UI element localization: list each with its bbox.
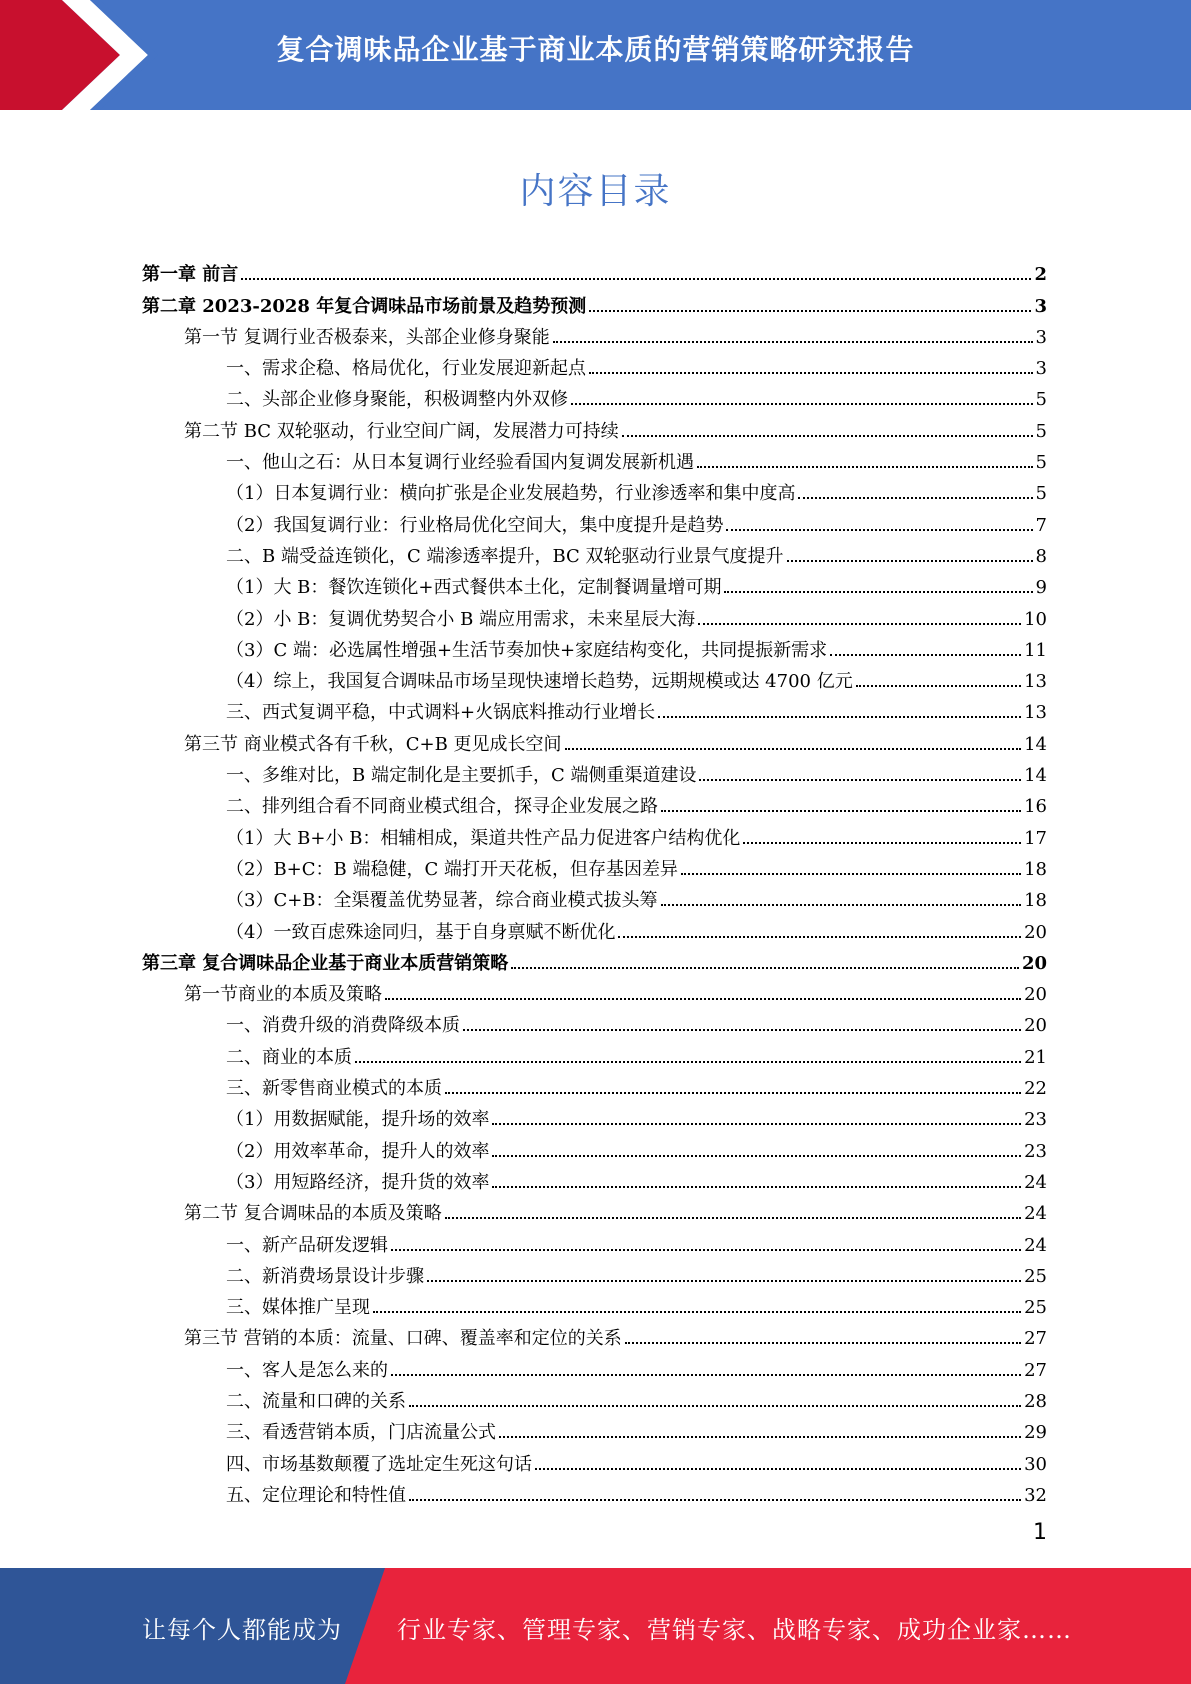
toc-entry-page: 22	[1024, 1078, 1047, 1100]
toc-entry-title: 第二节 BC 双轮驱动，行业空间广阔，发展潜力可持续	[184, 420, 619, 442]
toc-entry[interactable]	[142, 756, 1047, 787]
toc-entry[interactable]	[142, 1382, 1047, 1413]
toc-entry-title: 一、他山之石：从日本复调行业经验看国内复调发展新机遇	[226, 452, 694, 474]
toc-entry-page: 3	[1035, 358, 1047, 380]
toc-entry-page: 24	[1024, 1171, 1047, 1193]
toc-entry[interactable]	[142, 1069, 1047, 1100]
toc-entry-page: 25	[1024, 1265, 1047, 1287]
toc-entry-page: 20	[1024, 984, 1047, 1006]
toc-dot-leader	[427, 1279, 1021, 1282]
toc-entry-page: 2	[1034, 264, 1047, 286]
toc-entry[interactable]	[142, 1444, 1047, 1475]
toc-dot-leader	[681, 872, 1021, 875]
toc-dot-leader	[830, 653, 1021, 656]
toc-entry-title: 第二节 复合调味品的本质及策略	[184, 1203, 442, 1225]
toc-dot-leader	[373, 1310, 1021, 1313]
toc-entry-title: 二、B 端受益连锁化，C 端渗透率提升，BC 双轮驱动行业景气度提升	[226, 545, 784, 567]
toc-entry-title: 第三章 复合调味品企业基于商业本质营销策略	[142, 952, 509, 974]
toc-entry-page: 29	[1024, 1422, 1047, 1444]
toc-entry[interactable]	[142, 944, 1047, 975]
toc-entry[interactable]	[142, 349, 1047, 380]
toc-dot-leader	[571, 402, 1033, 405]
toc-entry-page: 18	[1024, 890, 1047, 912]
toc-entry-page: 27	[1024, 1359, 1047, 1381]
toc-entry-page: 16	[1024, 796, 1047, 818]
toc-dot-leader	[535, 1467, 1021, 1470]
toc-entry-title: 第一节 复调行业否极泰来，头部企业修身聚能	[184, 326, 550, 348]
toc-dot-leader	[697, 465, 1033, 468]
toc-entry[interactable]	[142, 255, 1047, 286]
toc-entry[interactable]	[142, 1350, 1047, 1381]
toc-entry-title: 一、多维对比，B 端定制化是主要抓手，C 端侧重渠道建设	[226, 765, 697, 787]
footer-slogan-right: 行业专家、管理专家、营销专家、战略专家、成功企业家……	[397, 1616, 1072, 1644]
toc-entry-title: 三、西式复调平稳，中式调料+火锅底料推动行业增长	[226, 702, 656, 724]
toc-dot-leader	[787, 559, 1033, 562]
toc-entry-page: 5	[1035, 389, 1047, 411]
toc-entry-title: 二、头部企业修身聚能，积极调整内外双修	[226, 389, 568, 411]
toc-entry[interactable]	[142, 318, 1047, 349]
toc-entry-title: （3）用短路经济，提升货的效率	[226, 1171, 490, 1193]
toc-dot-leader	[589, 309, 1031, 312]
toc-dot-leader	[622, 434, 1033, 437]
page-header	[0, 0, 1191, 110]
toc-entry-title: 第三节 营销的本质：流量、口碑、覆盖率和定位的关系	[184, 1328, 622, 1350]
toc-entry[interactable]	[142, 912, 1047, 943]
toc-entry-page: 10	[1024, 608, 1047, 630]
toc-entry[interactable]	[142, 380, 1047, 411]
toc-dot-leader	[726, 528, 1032, 531]
toc-entry[interactable]	[142, 1319, 1047, 1350]
toc-dot-leader	[492, 1185, 1021, 1188]
toc-entry[interactable]	[142, 537, 1047, 568]
toc-entry[interactable]	[142, 411, 1047, 442]
toc-dot-leader	[385, 997, 1021, 1000]
toc-entry-page: 24	[1024, 1234, 1047, 1256]
toc-dot-leader	[798, 496, 1032, 499]
toc-entry[interactable]	[142, 662, 1047, 693]
toc-entry-page: 28	[1024, 1390, 1047, 1412]
toc-dot-leader	[511, 966, 1019, 969]
toc-dot-leader	[658, 715, 1021, 718]
toc-dot-leader	[492, 1122, 1021, 1125]
toc-dot-leader	[391, 1248, 1021, 1251]
page-number: 1	[1033, 1520, 1047, 1545]
toc-entry-page: 30	[1024, 1453, 1047, 1475]
toc-entry-title: （1）用数据赋能，提升场的效率	[226, 1109, 490, 1131]
toc-entry-title: 第二章 2023-2028 年复合调味品市场前景及趋势预测	[142, 295, 587, 317]
toc-entry-page: 14	[1024, 733, 1047, 755]
toc-entry-page: 13	[1024, 671, 1047, 693]
toc-dot-leader	[492, 1154, 1021, 1157]
toc-entry[interactable]	[142, 1006, 1047, 1037]
toc-entry-page: 5	[1035, 483, 1047, 505]
toc-entry[interactable]	[142, 505, 1047, 536]
toc-dot-leader	[698, 622, 1021, 625]
toc-entry-title: 二、排列组合看不同商业模式组合，探寻企业发展之路	[226, 796, 658, 818]
toc-dot-leader	[661, 809, 1021, 812]
toc-heading: 内容目录	[519, 171, 672, 212]
toc-dot-leader	[856, 684, 1021, 687]
toc-entry-title: 一、客人是怎么来的	[226, 1359, 388, 1381]
toc-entry[interactable]	[142, 631, 1047, 662]
toc-dot-leader	[589, 371, 1033, 374]
toc-entry-title: （2）用效率革命，提升人的效率	[226, 1140, 490, 1162]
toc-entry[interactable]	[142, 1131, 1047, 1162]
toc-entry[interactable]	[142, 693, 1047, 724]
toc-entry-page: 21	[1024, 1046, 1047, 1068]
toc-entry-title: 二、新消费场景设计步骤	[226, 1265, 424, 1287]
report-title: 复合调味品企业基于商业本质的营销策略研究报告	[276, 33, 915, 66]
toc-entry-page: 17	[1024, 827, 1047, 849]
toc-entry-page: 5	[1035, 452, 1047, 474]
toc-entry-title: 三、新零售商业模式的本质	[226, 1078, 442, 1100]
toc-entry[interactable]	[142, 1257, 1047, 1288]
toc-entry-page: 14	[1024, 765, 1047, 787]
toc-dot-leader	[565, 747, 1022, 750]
toc-entry[interactable]	[142, 1225, 1047, 1256]
toc-entry-page: 8	[1035, 545, 1047, 567]
toc-entry-title: （2）我国复调行业：行业格局优化空间大，集中度提升是趋势	[226, 514, 724, 536]
toc-entry[interactable]	[142, 1163, 1047, 1194]
toc-dot-leader	[618, 935, 1021, 938]
toc-entry-page: 3	[1035, 326, 1047, 348]
toc-entry[interactable]	[142, 474, 1047, 505]
toc-dot-leader	[409, 1498, 1021, 1501]
toc-entry[interactable]	[142, 1037, 1047, 1068]
toc-entry-title: （4）一致百虑殊途同归，基于自身禀赋不断优化	[226, 921, 616, 943]
toc-entry-page: 5	[1035, 420, 1047, 442]
toc-entry-page: 13	[1024, 702, 1047, 724]
toc-entry[interactable]	[142, 1100, 1047, 1131]
toc-entry[interactable]	[142, 568, 1047, 599]
toc-dot-leader	[445, 1091, 1021, 1094]
toc-entry-title: （1）大 B+小 B：相辅相成，渠道共性产品力促进客户结构优化	[226, 827, 741, 849]
toc-entry[interactable]	[142, 443, 1047, 474]
toc-entry-page: 11	[1024, 639, 1047, 661]
toc-entry[interactable]	[142, 1194, 1047, 1225]
toc-entry-page: 32	[1024, 1484, 1047, 1506]
toc-entry-title: 第三节 商业模式各有千秋，C+B 更见成长空间	[184, 733, 562, 755]
toc-entry-page: 7	[1035, 514, 1047, 536]
toc-entry[interactable]	[142, 818, 1047, 849]
toc-entry-title: 三、媒体推广呈现	[226, 1297, 370, 1319]
toc-entry[interactable]	[142, 787, 1047, 818]
toc-dot-leader	[661, 903, 1022, 906]
toc-entry-page: 23	[1024, 1109, 1047, 1131]
toc-dot-leader	[463, 1028, 1021, 1031]
toc-entry-page: 24	[1024, 1203, 1047, 1225]
toc-dot-leader	[409, 1404, 1021, 1407]
toc-entry-page: 9	[1035, 577, 1047, 599]
toc-entry[interactable]	[142, 1413, 1047, 1444]
toc-entry[interactable]	[142, 881, 1047, 912]
toc-dot-leader	[499, 1435, 1021, 1438]
toc-entry-title: 五、定位理论和特性值	[226, 1484, 406, 1506]
toc-entry[interactable]	[142, 286, 1047, 317]
toc-entry[interactable]	[142, 850, 1047, 881]
toc-entry-title: 一、需求企稳、格局优化，行业发展迎新起点	[226, 358, 586, 380]
toc-entry[interactable]	[142, 1288, 1047, 1319]
toc-entry-page: 23	[1024, 1140, 1047, 1162]
table-of-contents	[142, 255, 1047, 1507]
toc-dot-leader	[241, 277, 1031, 280]
toc-entry-title: （2）小 B：复调优势契合小 B 端应用需求，未来星辰大海	[226, 608, 696, 630]
toc-dot-leader	[699, 778, 1021, 781]
toc-entry-title: （4）综上，我国复合调味品市场呈现快速增长趋势，远期规模或达 4700 亿元	[226, 671, 853, 693]
toc-entry-title: （2）B+C：B 端稳健，C 端打开天花板，但存基因差异	[226, 858, 678, 880]
toc-entry-page: 27	[1024, 1328, 1047, 1350]
page-footer	[0, 1568, 1191, 1684]
toc-entry-title: （3）C 端：必选属性增强+生活节奏加快+家庭结构变化，共同提振新需求	[226, 639, 828, 661]
toc-entry-title: 三、看透营销本质，门店流量公式	[226, 1422, 496, 1444]
toc-dot-leader	[355, 1060, 1021, 1063]
toc-entry-title: 第一节商业的本质及策略	[184, 984, 382, 1006]
footer-slogan-left: 让每个人都能成为	[142, 1616, 342, 1644]
toc-entry-title: 一、新产品研发逻辑	[226, 1234, 388, 1256]
toc-entry-title: （1）大 B：餐饮连锁化+西式餐供本土化，定制餐调量增可期	[226, 577, 722, 599]
toc-entry[interactable]	[142, 975, 1047, 1006]
toc-entry-page: 20	[1024, 921, 1047, 943]
toc-dot-leader	[391, 1373, 1021, 1376]
toc-entry[interactable]	[142, 599, 1047, 630]
toc-entry-page: 25	[1024, 1297, 1047, 1319]
toc-entry-page: 3	[1034, 295, 1047, 317]
toc-entry-page: 20	[1021, 952, 1047, 974]
toc-entry[interactable]	[142, 1476, 1047, 1507]
toc-entry-title: 二、商业的本质	[226, 1046, 352, 1068]
toc-entry-title: 四、市场基数颠覆了选址定生死这句话	[226, 1453, 532, 1475]
toc-entry-title: 二、流量和口碑的关系	[226, 1390, 406, 1412]
toc-dot-leader	[743, 841, 1021, 844]
toc-entry[interactable]	[142, 724, 1047, 755]
toc-entry-title: （1）日本复调行业：横向扩张是企业发展趋势，行业渗透率和集中度高	[226, 483, 796, 505]
toc-dot-leader	[553, 340, 1033, 343]
toc-dot-leader	[445, 1216, 1021, 1219]
toc-dot-leader	[724, 590, 1032, 593]
toc-entry-title: 一、消费升级的消费降级本质	[226, 1015, 460, 1037]
toc-entry-page: 18	[1024, 858, 1047, 880]
toc-entry-title: 第一章 前言	[142, 264, 239, 286]
toc-entry-title: （3）C+B：全渠覆盖优势显著，综合商业模式拔头筹	[226, 890, 658, 912]
toc-entry-page: 20	[1024, 1015, 1047, 1037]
toc-dot-leader	[625, 1341, 1021, 1344]
